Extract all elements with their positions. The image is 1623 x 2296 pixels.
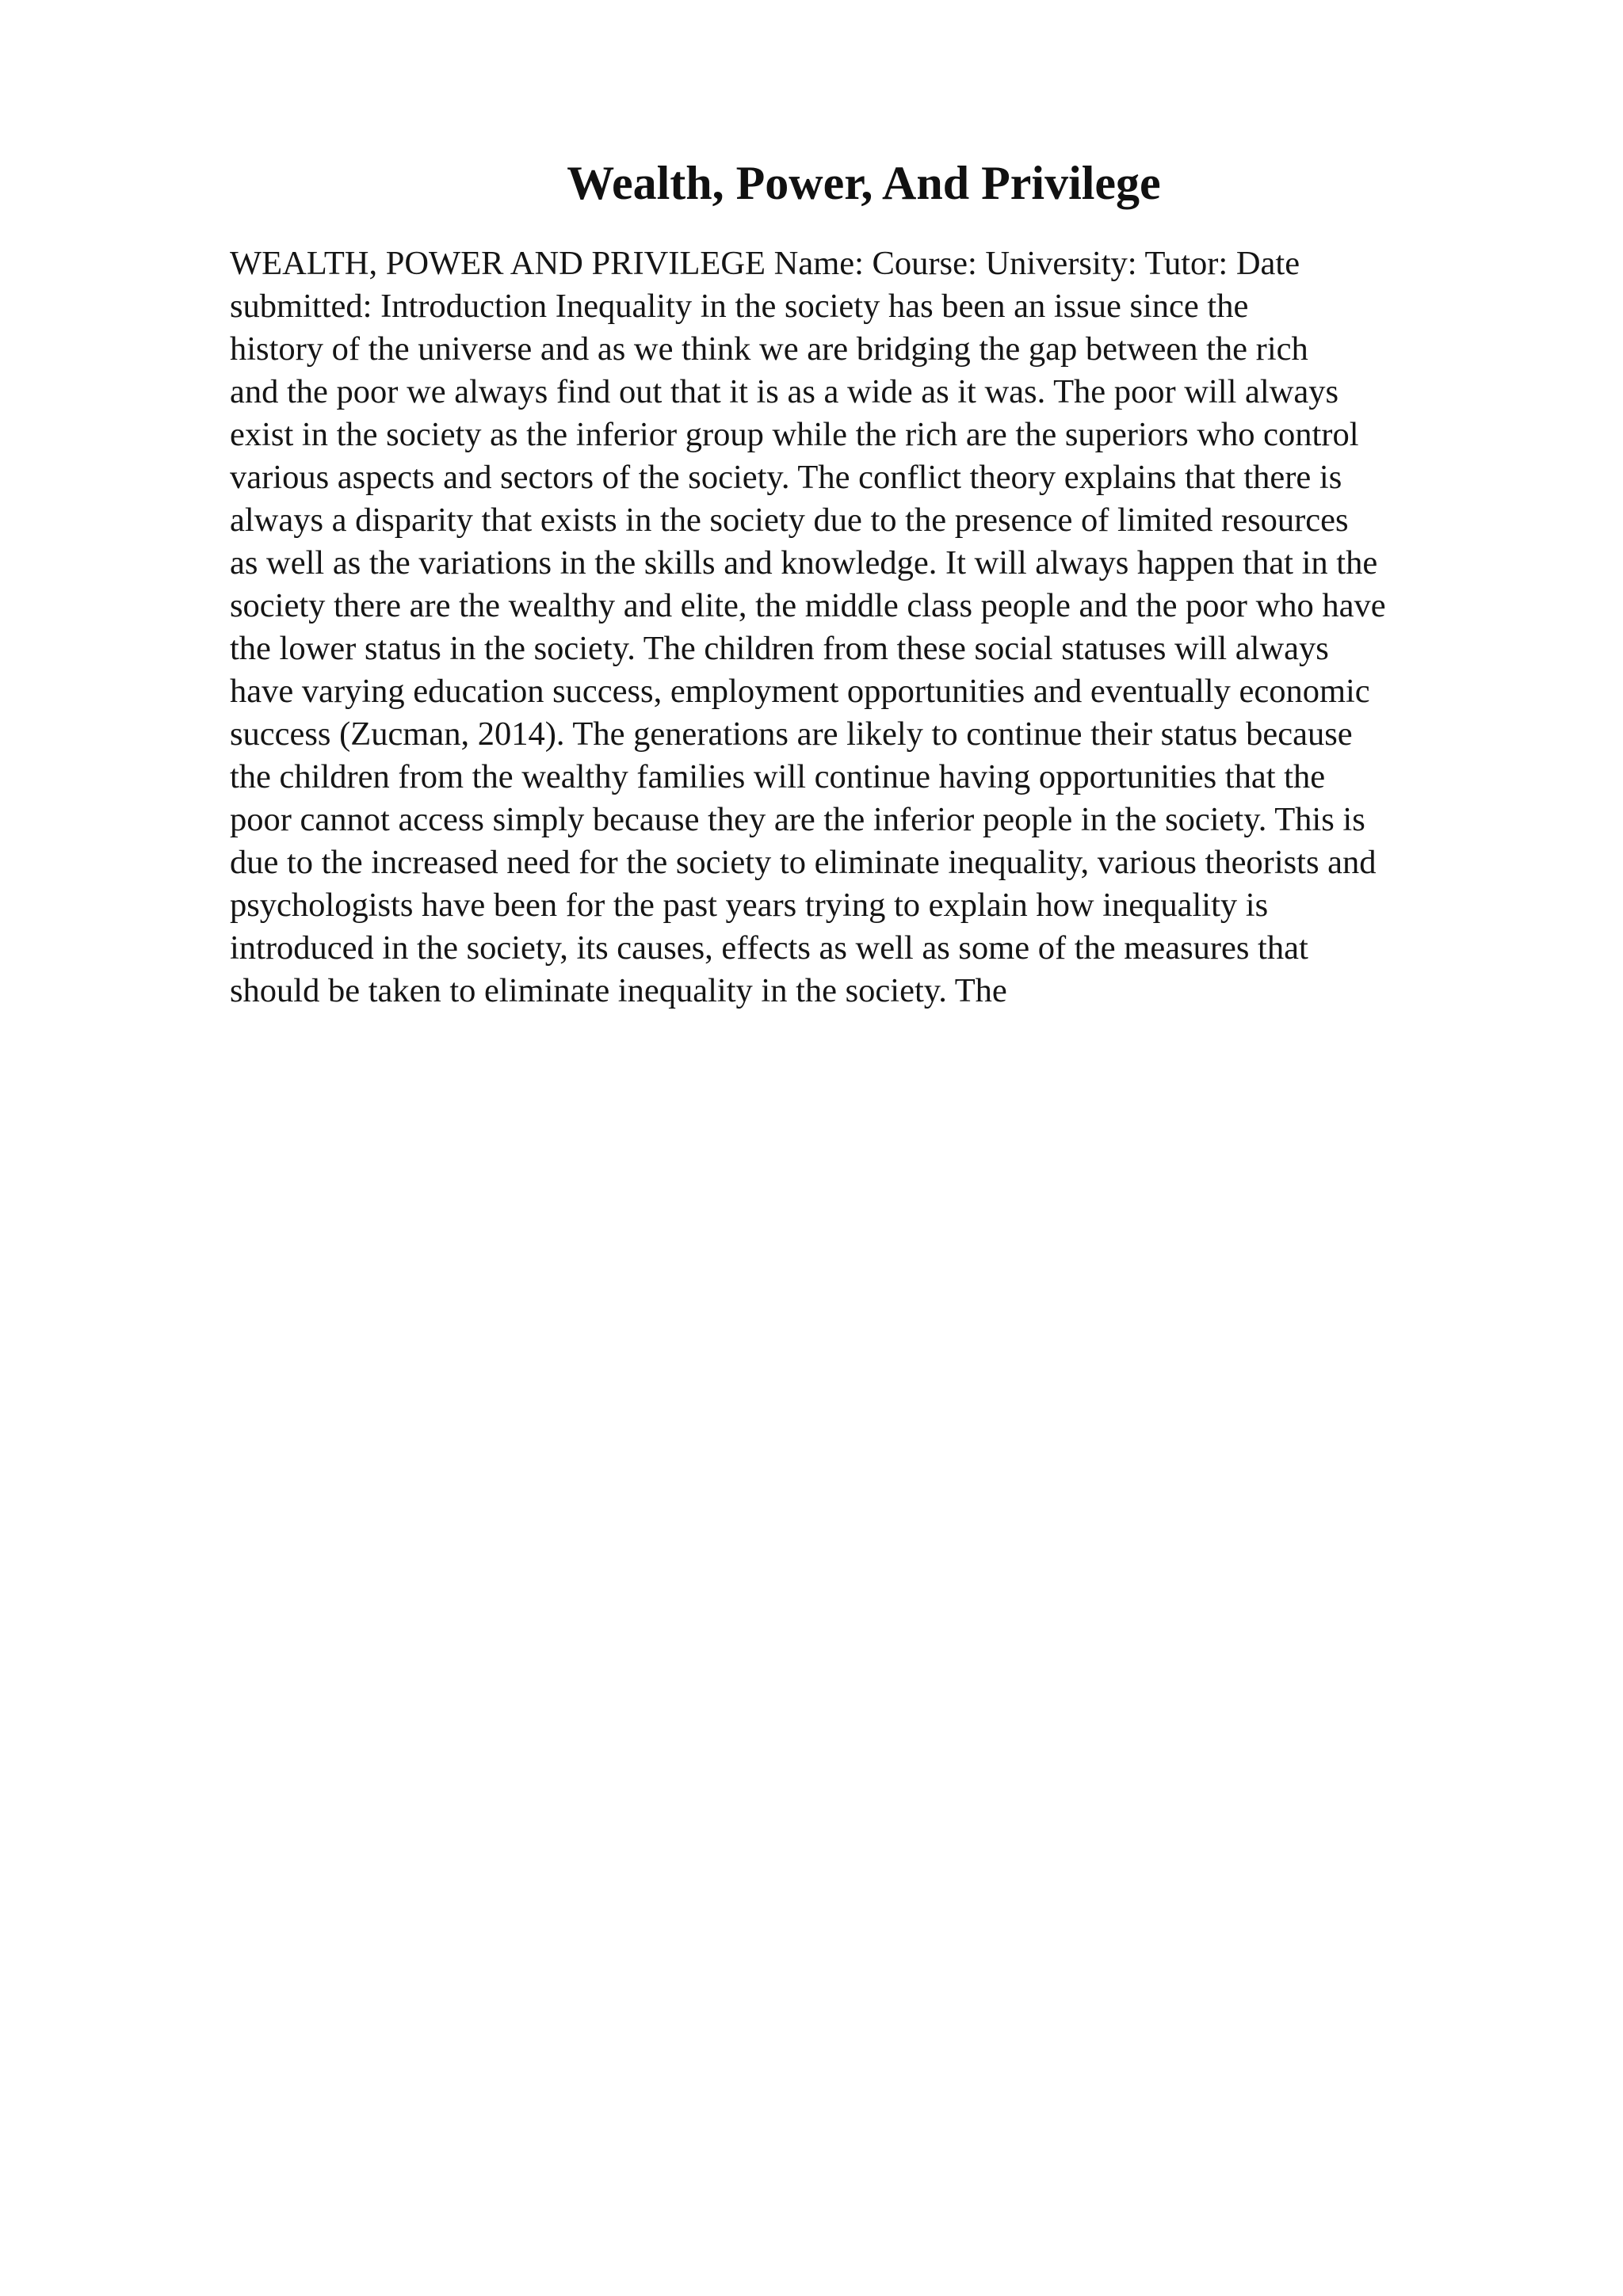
text-line: exist in the society as the inferior group while the rich are the superiors who control (230, 416, 1359, 453)
body-paragraph (230, 242, 1514, 1013)
text-line: various aspects and sectors of the society. The conflict theory explains that there is (230, 459, 1342, 496)
document-title: Wealth, Power, And Privilege (567, 157, 1161, 209)
text-line: should be taken to eliminate inequality in the society. The (230, 972, 1007, 1009)
text-line: have varying education success, employment opportunities and eventually economic (230, 673, 1370, 710)
text-line: introduced in the society, its causes, effects as well as some of the measures that (230, 929, 1308, 967)
text-line: as well as the variations in the skills and knowledge. It will always happen that in the (230, 544, 1378, 582)
text-line: due to the increased need for the society to eliminate inequality, various theorists and (230, 844, 1377, 881)
text-line: the children from the wealthy families will continue having opportunities that the (230, 758, 1326, 795)
text-line: success (Zucman, 2014). The generations are likely to continue their status because (230, 715, 1353, 753)
text-line: the lower status in the society. The children from these social statuses will always (230, 630, 1329, 667)
text-line: psychologists have been for the past years trying to explain how inequality is (230, 887, 1269, 924)
text-line: poor cannot access simply because they are the inferior people in the society. This is (230, 801, 1365, 838)
text-line: and the poor we always find out that it is as a wide as it was. The poor will always (230, 373, 1339, 410)
text-line: submitted: Introduction Inequality in the society has been an issue since the (230, 288, 1249, 325)
text-line: history of the universe and as we think we are bridging the gap between the rich (230, 330, 1308, 368)
text-line: always a disparity that exists in the society due to the presence of limited resources (230, 502, 1349, 539)
text-line: WEALTH, POWER AND PRIVILEGE Name: Course: University: Tutor: Date (230, 245, 1300, 282)
text-line: society there are the wealthy and elite, the middle class people and the poor who have (230, 587, 1386, 624)
